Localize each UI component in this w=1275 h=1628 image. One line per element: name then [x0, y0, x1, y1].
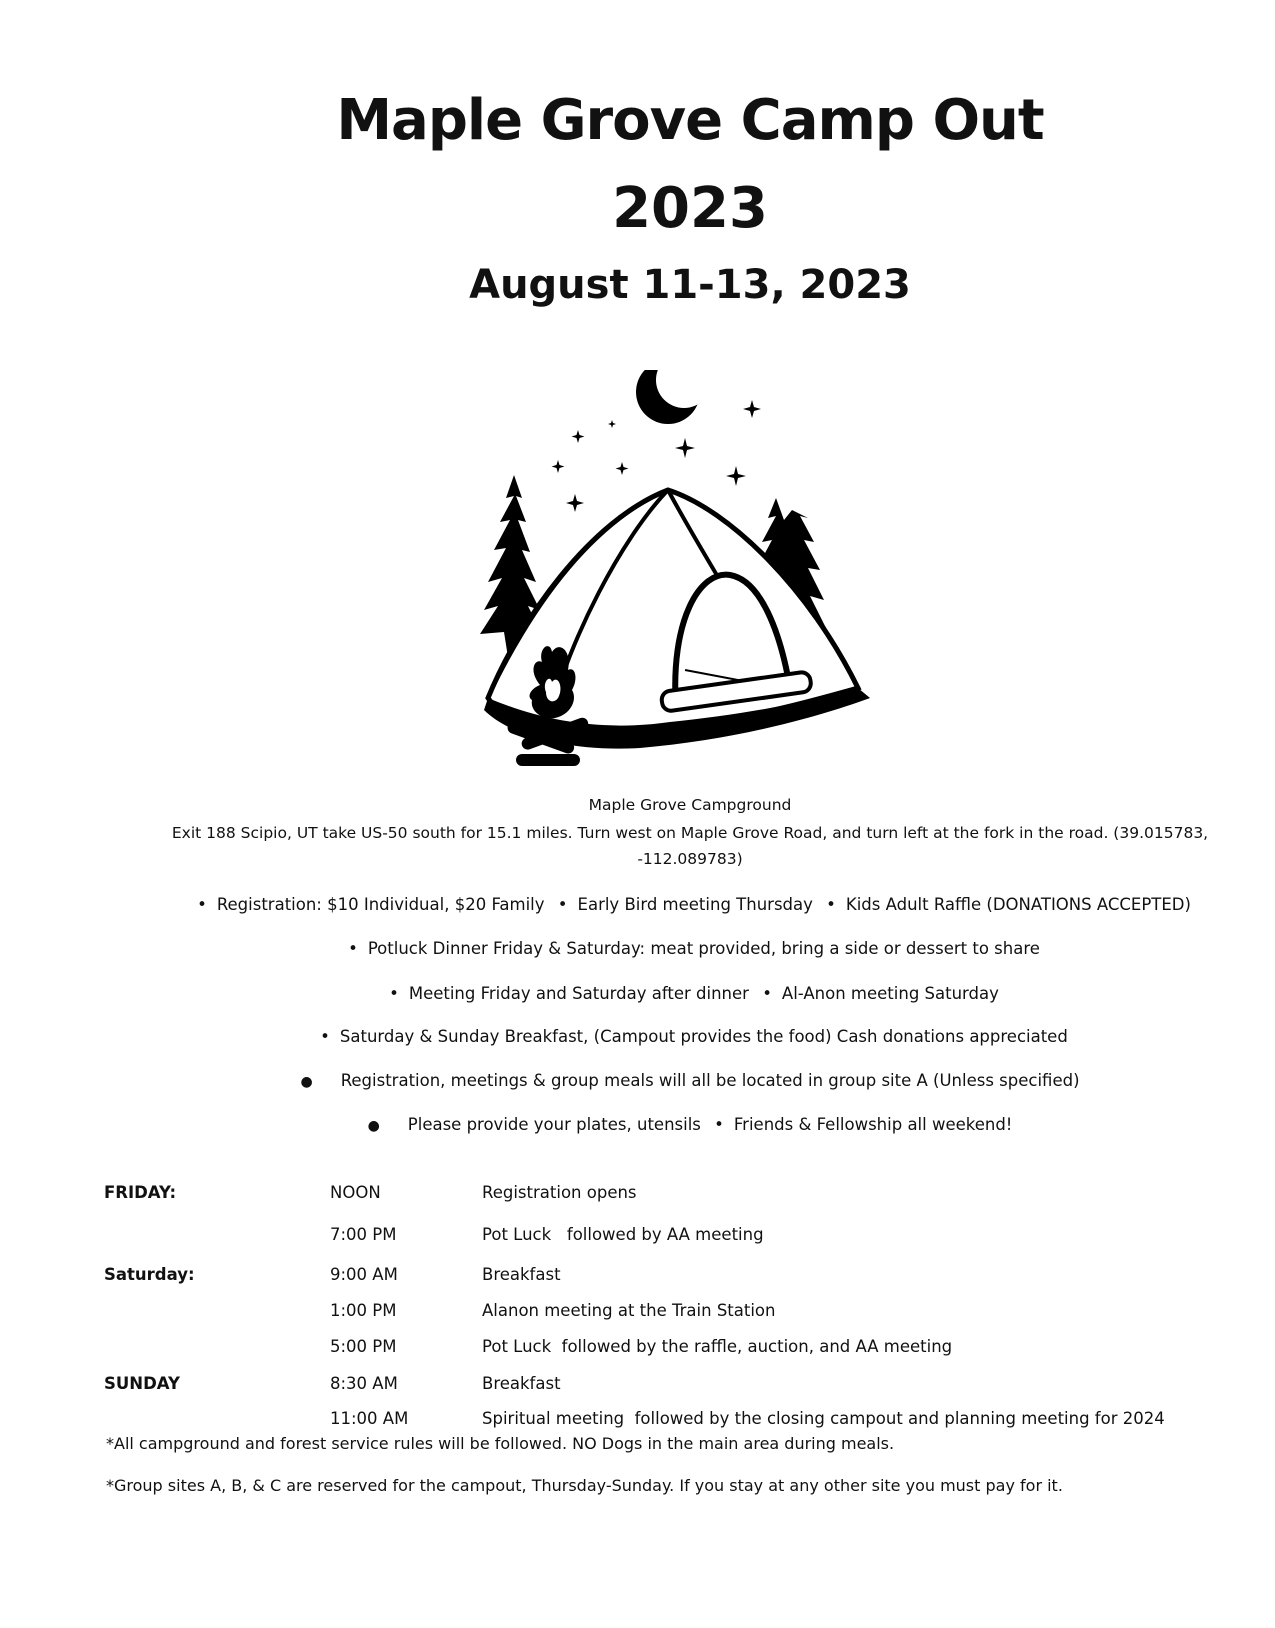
list-item: Kids Adult Raffle (DONATIONS ACCEPTED)	[845, 895, 1191, 914]
bullet-dot-icon: •	[320, 1027, 330, 1046]
schedule-time: 9:00 AM	[330, 1265, 398, 1284]
schedule-time: 11:00 AM	[330, 1409, 409, 1428]
list-item: Saturday & Sunday Breakfast, (Campout provides the food) Cash donations appreciated	[339, 1027, 1068, 1046]
highlight-row	[0, 984, 1275, 1003]
schedule-time: 7:00 PM	[330, 1225, 397, 1244]
highlight-row	[0, 1071, 1275, 1090]
schedule-event: Alanon meeting at the Train Station	[482, 1301, 776, 1320]
rules-note: *All campground and forest service rules will be followed. NO Dogs in the main area during meals.	[106, 1434, 895, 1453]
campground-name: Maple Grove Campground	[588, 796, 792, 814]
title-year: 2023	[612, 176, 768, 241]
tent-campfire-illustration	[480, 370, 900, 820]
list-item: Al-Anon meeting Saturday	[781, 984, 999, 1003]
bullet-dot-icon: •	[557, 895, 568, 914]
list-item: Registration, meetings & group meals will all be located in group site A (Unless specified)	[340, 1071, 1080, 1090]
schedule-time: 8:30 AM	[330, 1374, 398, 1393]
schedule-time: 5:00 PM	[330, 1337, 397, 1356]
bullet-dot-icon: ●	[367, 1118, 380, 1134]
highlight-row	[0, 939, 1275, 958]
list-item: Potluck Dinner Friday & Saturday: meat provided, bring a side or dessert to share	[367, 939, 1040, 958]
highlight-row	[0, 895, 1275, 914]
schedule-event: Spiritual meeting followed by the closing campout and planning meeting for 2024	[482, 1409, 1165, 1428]
schedule-time: 1:00 PM	[330, 1301, 397, 1320]
directions-line-1: Exit 188 Scipio, UT take US-50 south for 15.1 miles. Turn west on Maple Grove Road, and turn left at the fork in the road. (39.015783,	[171, 824, 1209, 842]
list-item: Friends & Fellowship all weekend!	[733, 1115, 1013, 1134]
bullet-dot-icon: •	[762, 984, 772, 1003]
bullet-dot-icon: •	[714, 1115, 724, 1134]
schedule-event: Breakfast	[482, 1374, 561, 1393]
schedule-event: Pot Luck followed by the raffle, auction, and AA meeting	[482, 1337, 953, 1356]
list-item: Registration: $10 Individual, $20 Family	[216, 895, 545, 914]
list-item: Please provide your plates, utensils	[407, 1115, 701, 1134]
bullet-dot-icon: •	[389, 984, 399, 1003]
list-item: Early Bird meeting Thursday	[577, 895, 813, 914]
highlight-row	[0, 1027, 1275, 1046]
directions-line-2: -112.089783)	[637, 850, 743, 868]
highlight-row	[0, 1115, 1275, 1134]
schedule-day: Saturday:	[104, 1265, 195, 1284]
moon-icon	[636, 370, 712, 424]
bullet-dot-icon: •	[348, 939, 358, 958]
schedule-day: SUNDAY	[104, 1374, 180, 1393]
bullet-dot-icon: •	[197, 895, 207, 914]
schedule-event: Breakfast	[482, 1265, 561, 1284]
schedule-time: NOON	[330, 1183, 381, 1202]
title: Maple Grove Camp Out	[336, 88, 1044, 153]
schedule-event: Registration opens	[482, 1183, 637, 1202]
group-sites-note: *Group sites A, B, & C are reserved for the campout, Thursday-Sunday. If you stay at any other site you must pay for it.	[106, 1476, 1063, 1495]
bullet-dot-icon: •	[826, 895, 836, 914]
list-item: Meeting Friday and Saturday after dinner	[408, 984, 749, 1003]
event-dates: August 11-13, 2023	[469, 262, 911, 308]
bullet-dot-icon: ●	[300, 1074, 313, 1090]
schedule-event: Pot Luck followed by AA meeting	[482, 1225, 764, 1244]
schedule-day: FRIDAY:	[104, 1183, 177, 1202]
